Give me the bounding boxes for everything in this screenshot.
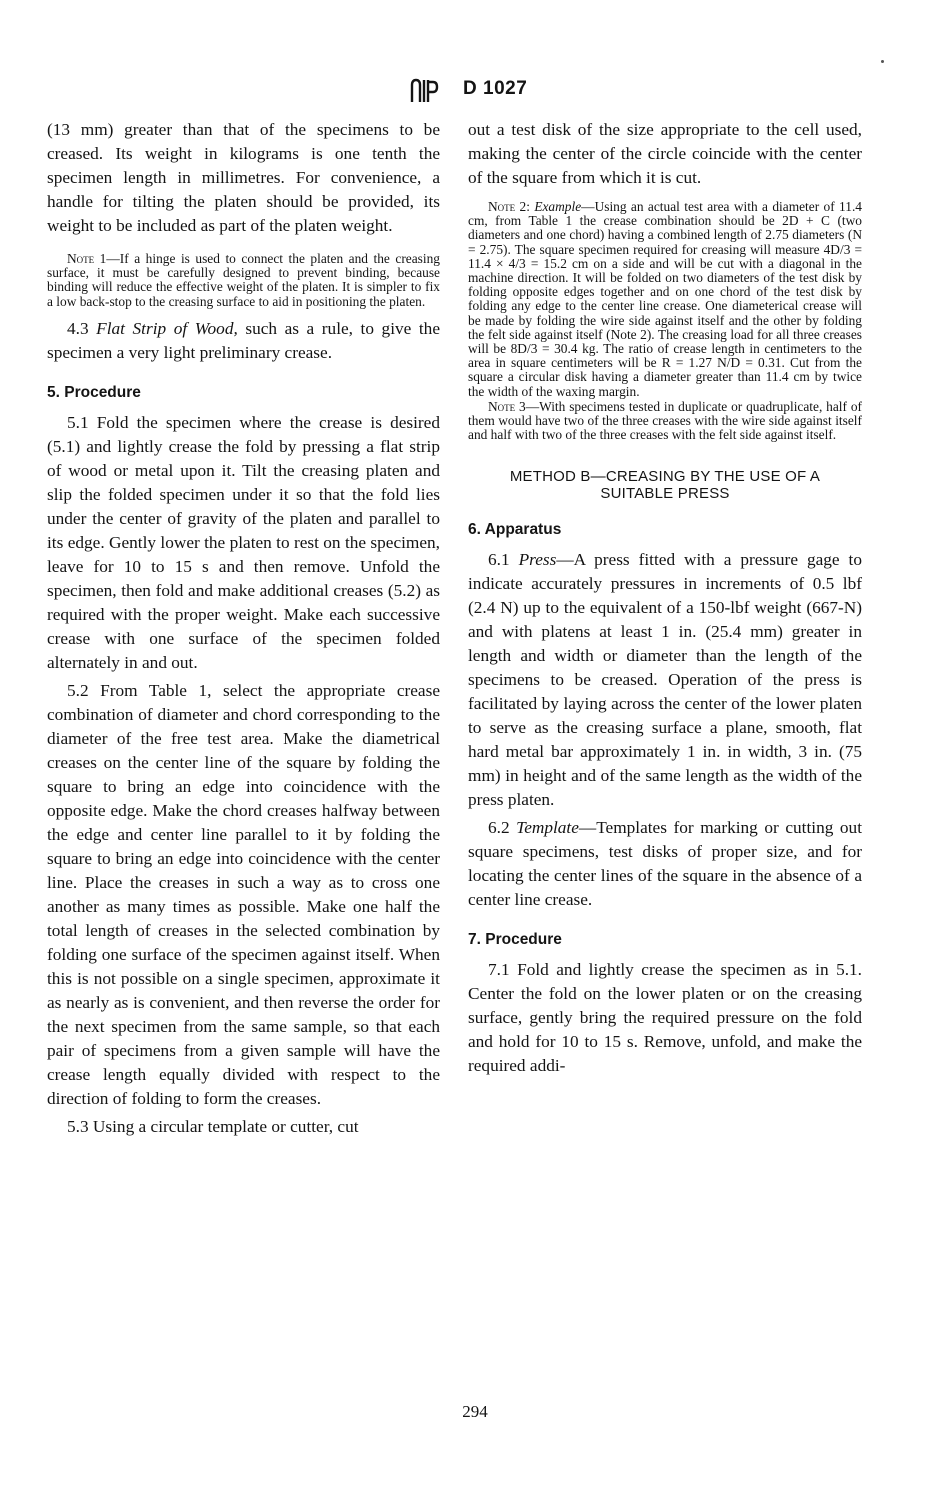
note-3-text: —With specimens tested in duplicate or quadruplicate, half of them would have two of the three creases with the wire side against itself and half with two of the three creases with the felt side against itself. — [468, 398, 862, 443]
section-6-1-title: Press — [518, 550, 557, 570]
note-2-label: Note 2: — [488, 199, 535, 214]
section-6-1-number: 6.1 — [488, 550, 519, 570]
section-5-2: 5.2 From Table 1, select the appropriate crease combination of diameter and chord corresponding to the diameter of the free test area. Make the diametrical creases on the center line of the square by folding the square to bring an edge into coincidence with the opposite edge. Make the chord creases halfway between the edge and center line parallel to it by folding the square to bring an edge into coincidence with the center line. Place the creases in such a way as to cross one another as many times as possible. Make one half the total length of creases in the selected combination by folding one surface of the specimen against itself. When this is not possible on a single specimen, approximate it as nearly as is convenient, and then reverse the order for the next specimen from the same sample, so that each pair of specimens from a given sample will have the crease length equally divided with respect to the direction of folding to form the creases. — [47, 680, 440, 1108]
section-6-2-title: Template — [516, 818, 579, 838]
paragraph-platen-weight: (13 mm) greater than that of the specimens to be creased. Its weight in kilograms is one tenth the specimen length in millimetres. For convenience, a handle for tilting the platen should be provided, its weight to be included as part of the platen weight. — [47, 120, 440, 235]
paragraph-test-disk: out a test disk of the size appropriate to the cell used, making the center of the circle coincide with the center of the square from which it is cut. — [468, 120, 862, 187]
scan-speck — [881, 60, 884, 63]
section-6-2-number: 6.2 — [488, 818, 517, 838]
note-3-label: Note 3 — [488, 398, 526, 414]
note-1-label: Note 1 — [67, 251, 107, 266]
method-b-line-1: METHOD B—CREASING BY THE USE OF A — [509, 468, 821, 486]
note-2-example: Example — [534, 199, 582, 214]
section-6-1-text: —A press fitted with a pressure gage to indicate accurately pressures in increments of 0.5 lbf (2.4 N) up to the equivalent of a 150-lbf weight (667-N) and with platens at least 1 in. (25.4 mm) greater in length and width or diameter than the length of the specimens to be creased. Operation of the press is facilitated by laying across the center of the lower platen to serve as the creasing surface a plane, smooth, flat hard metal bar approximately 1 in. in width, 3 in. (75 mm) in height and of the same length as the width of the press platen. — [468, 550, 862, 810]
method-b-line-2: SUITABLE PRESS — [600, 485, 730, 503]
note-2 — [468, 200, 862, 399]
note-1 — [47, 252, 440, 309]
section-5-3: 5.3 Using a circular template or cutter, cut — [67, 1116, 359, 1136]
note-3 — [468, 400, 862, 443]
heading-apparatus-6: 6. Apparatus — [468, 521, 562, 539]
section-4-3-text: such as a rule, to give the specimen a very light preliminary crease. — [47, 318, 440, 362]
section-4-3-title: Flat Strip of Wood, — [96, 318, 238, 338]
section-6-2 — [468, 816, 862, 912]
section-6-1 — [468, 548, 862, 812]
heading-procedure-7: 7. Procedure — [468, 931, 562, 949]
note-1-text: —If a hinge is used to connect the platen and the creasing surface, it must be carefully designed to prevent binding, because binding will reduce the effective weight of the platen. It is simpler to fix a low back-stop to the creasing surface to aid in positioning the platen. — [47, 251, 440, 309]
standard-designation: D 1027 — [463, 78, 528, 99]
section-6-2-text: —Templates for marking or cutting out square specimens, test disks of proper size, and for locating the center lines of the square in the absence of a center line crease. — [468, 818, 862, 910]
heading-procedure-5: 5. Procedure — [47, 383, 141, 401]
section-7-1: 7.1 Fold and lightly crease the specimen as in 5.1. Center the fold on the lower platen or on the creasing surface, gently bring the required pressure on the fold and hold for 10 to 15 s. Remove, unfold, and make the required addi- — [468, 960, 862, 1076]
section-5-1: 5.1 Fold the specimen where the crease is desired (5.1) and lightly crease the fold by pressing a flat strip of wood or metal upon it. Tilt the creasing platen and slip the folded specimen under it so that the fold lies under the center of gravity of the platen and parallel to its edge. Gently lower the platen to rest on the specimen, leave for 10 to 15 s and then remove. Unfold the specimen, then fold and make additional creases (5.2) as required with the proper weight. Make each successive crease with one surface of the specimen folded alternately in and out. — [47, 412, 440, 672]
note-2-text: —Using an actual test area with a diameter of 11.4 cm, from Table 1 the crease combination should be 2D + C (two diameters and one chord) having a combined length of 2.75 diameters (N = 2.75). The square specimen required for creasing will measure 4D/3 = 11.4 × 4/3 = 15.2 cm on a side and will be cut with a diagonal in the machine direction. It will be folded on two diameters of the test disk by folding opposite edges together and on one chord of the test disk by folding any edge to the center line crease. One diameterical crease will be made by folding the wire side against itself and the other by folding the felt side against itself (Note 2). The creasing load for all three creases will be 8D/3 = 30.4 kg. The ratio of crease length in centimeters to the area in square centimeters will be R = 1.27 N/D = 0.31. Cut from the square a circular disk having a diameter greater than 11.4 cm by twice the width of the waxing margin. — [468, 199, 862, 399]
method-b-heading — [468, 468, 862, 502]
page-number: 294 — [462, 1402, 488, 1421]
right-column — [468, 118, 862, 1078]
section-4-3-number: 4.3 — [67, 318, 97, 338]
section-4-3 — [47, 317, 440, 365]
left-column — [47, 118, 440, 1139]
astm-logo — [408, 78, 440, 104]
page-header — [0, 74, 950, 104]
